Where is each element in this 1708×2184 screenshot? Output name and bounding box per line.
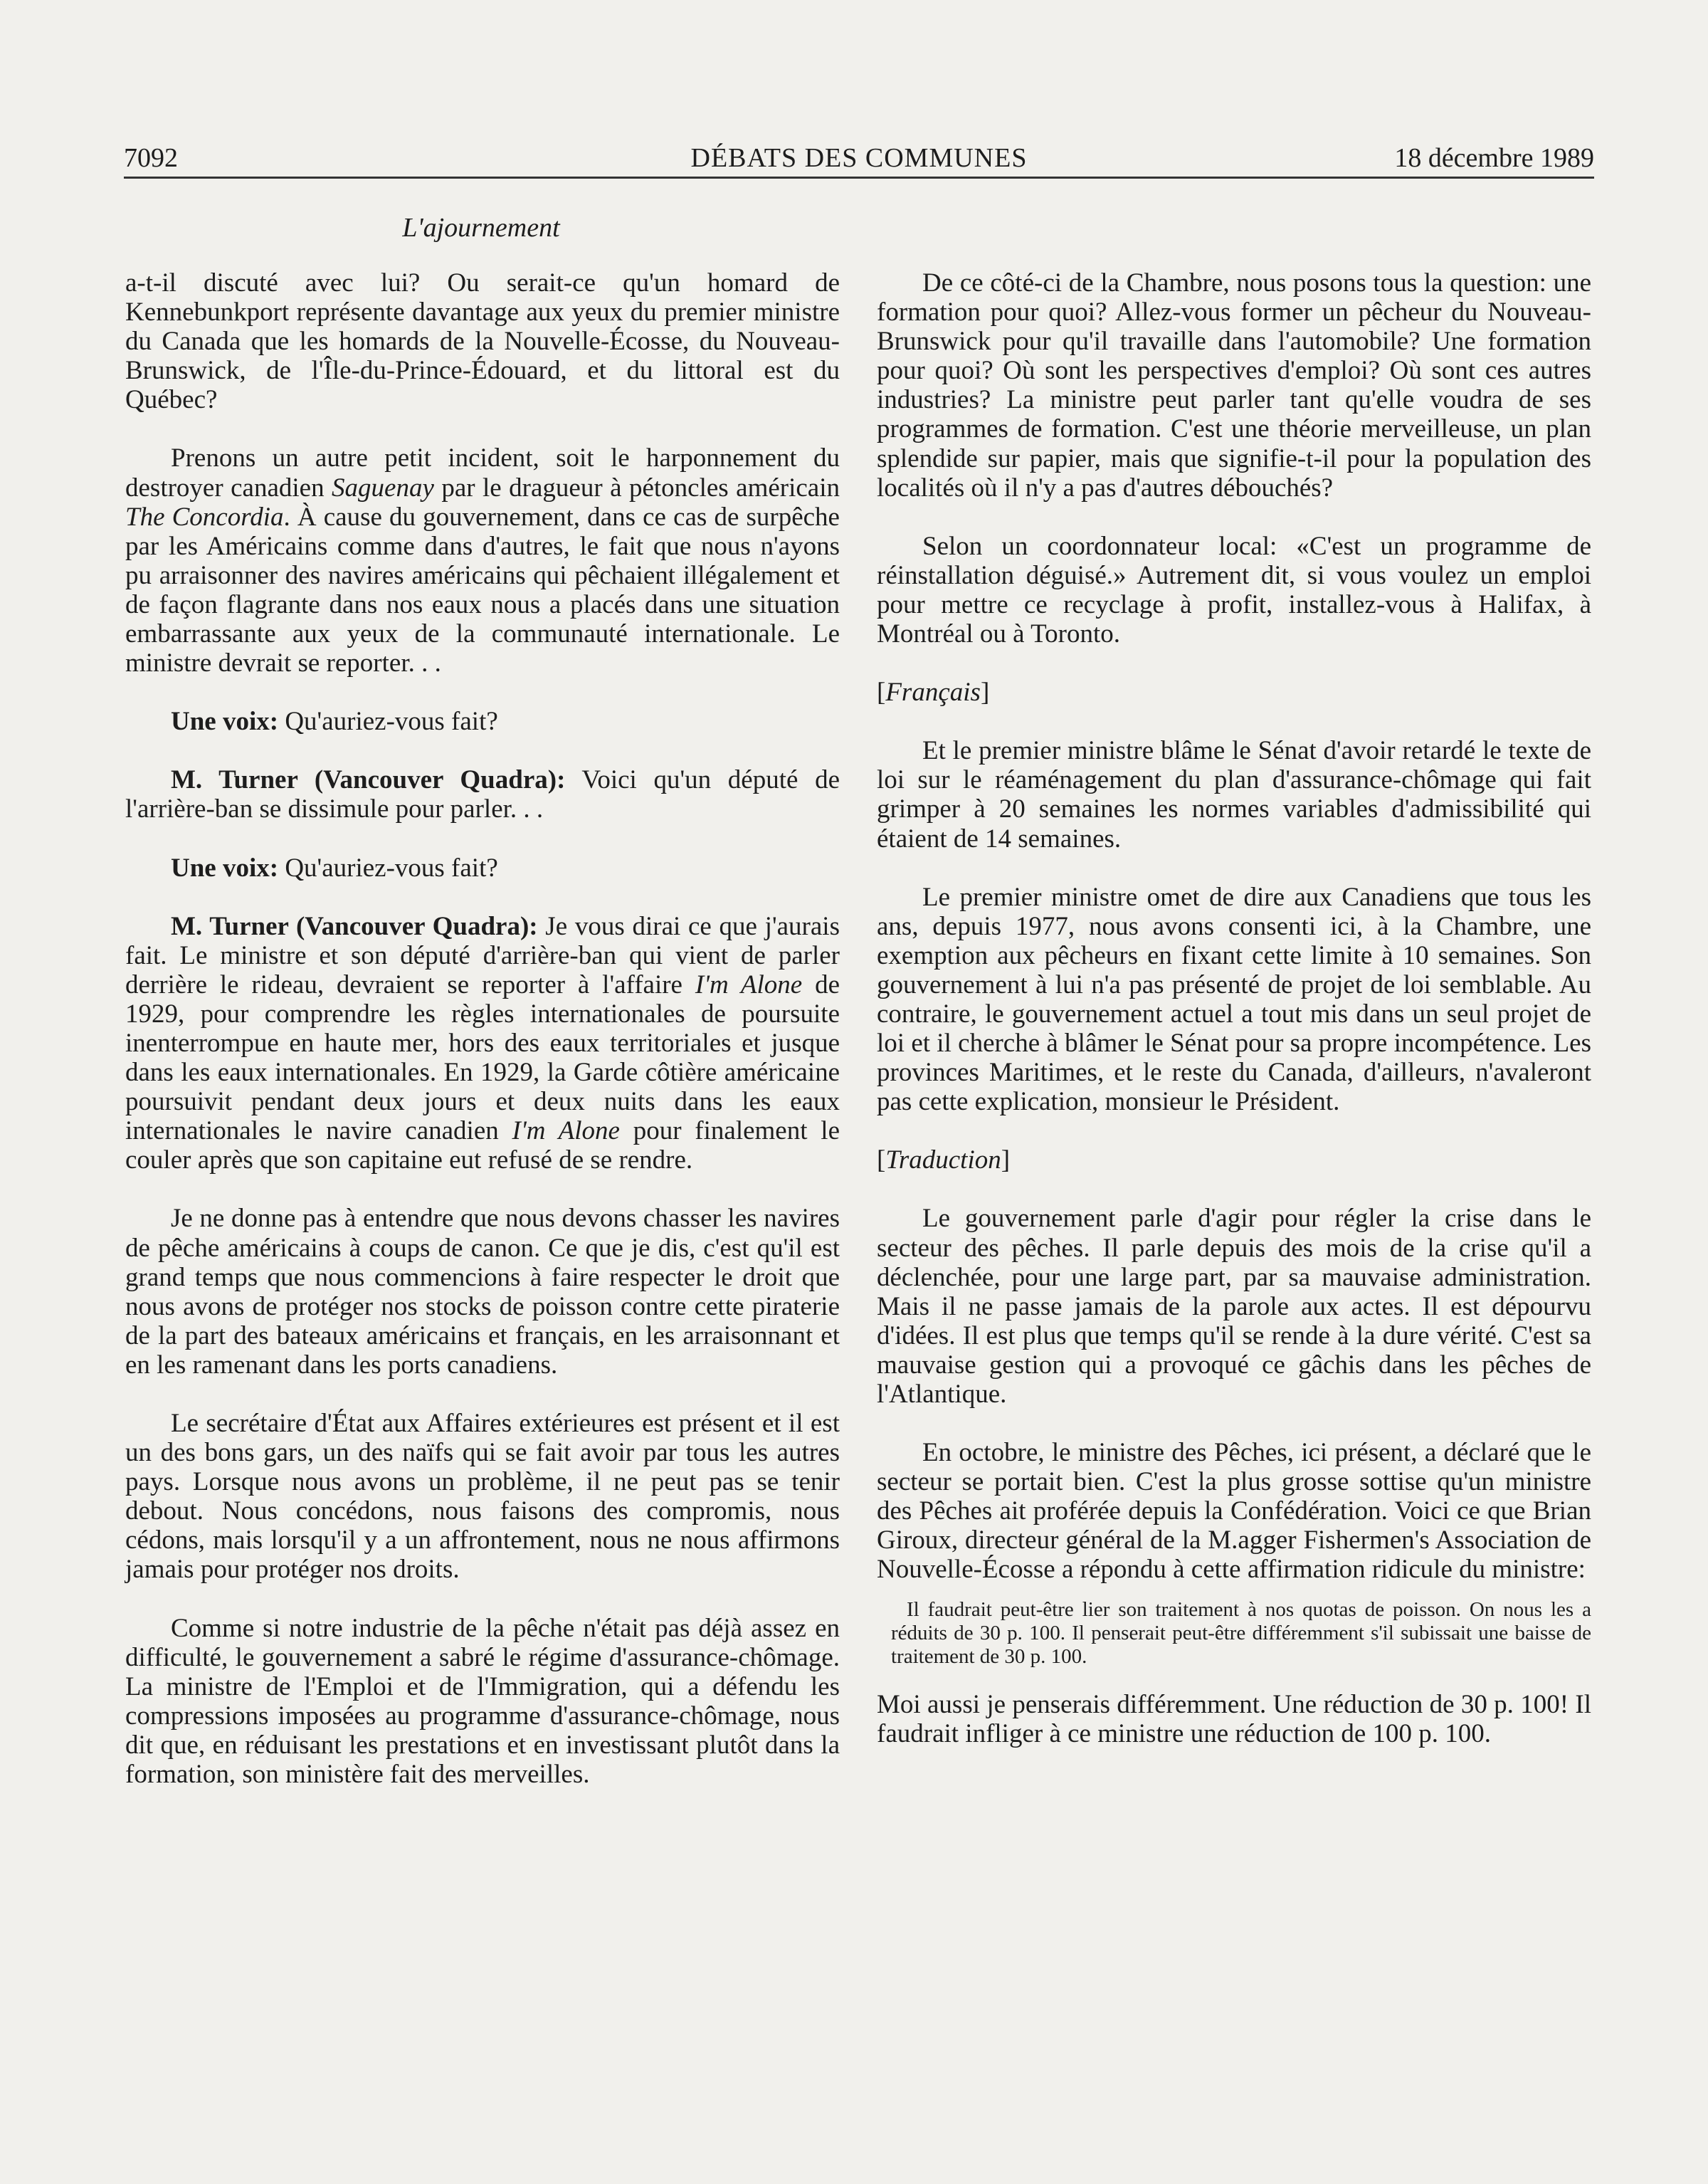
- page-number: 7092: [124, 143, 178, 173]
- ship-name: The Concordia: [125, 502, 284, 532]
- speech-turn: M. Turner (Vancouver Quadra): Voici qu'un député de l'arrière-ban se dissimule pour parler. . .: [125, 765, 840, 824]
- paragraph: Le secrétaire d'État aux Affaires extérieures est présent et il est un des bons gars, un des naïfs qui se fait avoir par tous les autres pays. Lorsque nous avons un problème, il ne peut pas se tenir debout. Nous concédons, nous faisons des compromis, nous cédons, mais lorsqu'il y a un affrontement, nous ne nous affirmons jamais pour protéger nos droits.: [125, 1409, 840, 1585]
- ship-name: I'm Alone: [512, 1116, 620, 1146]
- speaker-name: Une voix:: [171, 853, 279, 883]
- paragraph: De ce côté-ci de la Chambre, nous posons tous la question: une formation pour quoi? Allez-vous former un pêcheur du Nouveau-Brunswick pour qu'il travaille dans l'automobile? Une formation pour quoi? Où sont les perspectives d'emploi? Où sont ces autres industries? La ministre peut parler tant qu'elle voudra de ses programmes de formation. C'est une théorie merveilleuse, un plan splendide sur papier, mais que signifie-t-il pour la population des localités où il n'y a pas d'autres débouchés?: [877, 268, 1591, 503]
- paragraph: En octobre, le ministre des Pêches, ici présent, a déclaré que le secteur se portait bien. C'est la plus grosse sottise qu'un ministre des Pêches ait proférée depuis la Confédération. Voici ce que Brian Giroux, directeur général de la M.agger Fishermen's Association de Nouvelle-Écosse a répondu à cette affirmation ridicule du ministre:: [877, 1438, 1591, 1585]
- ship-name: Saguenay: [332, 473, 434, 503]
- header-rule: [124, 177, 1594, 179]
- paragraph: Prenons un autre petit incident, soit le harponnement du destroyer canadien Saguenay par le dragueur à pétoncles américain The Concordia. À cause du gouvernement, dans ce cas de surpêche par les Américains comme dans d'autres, le fait que nous n'ayons pu arraisonner des navires américains qui pêchaient illégalement et de façon flagrante dans nos eaux nous a placés dans une situation embarrassante aux yeux de la communauté internationale. Le ministre devrait se reporter. . .: [125, 443, 840, 678]
- speech-turn: Une voix: Qu'auriez-vous fait?: [171, 853, 498, 883]
- section-title: L'ajournement: [402, 213, 560, 243]
- speech-turn: M. Turner (Vancouver Quadra): Je vous dirai ce que j'aurais fait. Le ministre et son député d'arrière-ban qui vient de parler derrière le rideau, devraient se reporter à l'affaire I'm Alone de 1929, pour comprendre les règles internationales de poursuite inenterrompue en haute mer, hors des eaux territoriales et jusque dans les eaux internationales. En 1929, la Garde côtière américaine poursuivit pendant deux jours et deux nuits dans les eaux internationales le navire canadien I'm Alone pour finalement le couler après que son capitaine eut refusé de se rendre.: [125, 911, 840, 1175]
- page-header: [124, 140, 1594, 177]
- paragraph: Et le premier ministre blâme le Sénat d'avoir retardé le texte de loi sur le réaménagement du plan d'assurance-chômage qui fait grimper à 20 semaines les normes variables d'admissibilité qui étaient de 14 semaines.: [877, 736, 1591, 854]
- paragraph: a-t-il discuté avec lui? Ou serait-ce qu'un homard de Kennebunkport représente davantage aux yeux du premier ministre du Canada que les homards de la Nouvelle-Écosse, du Nouveau-Brunswick, de l'Île-du-Prince-Édouard, et du littoral est du Québec?: [125, 268, 840, 415]
- page-date: 18 décembre 1989: [1394, 143, 1594, 173]
- language-tag: [Traduction]: [877, 1145, 1011, 1175]
- paragraph: Le premier ministre omet de dire aux Canadiens que tous les ans, depuis 1977, nous avons consenti ici, à la Chambre, une exemption aux pêcheurs en fixant cette limite à 10 semaines. Son gouvernement à lui n'a pas présenté de projet de loi semblable. Au contraire, le gouvernement actuel a tout mis dans un seul projet de loi et il cherche à blâmer le Sénat pour sa propre incompétence. Les provinces Maritimes, et le reste du Canada, d'ailleurs, n'avaleront pas cette explication, monsieur le Président.: [877, 882, 1591, 1117]
- paragraph: Comme si notre industrie de la pêche n'était pas déjà assez en difficulté, le gouvernement a sabré le régime d'assurance-chômage. La ministre de l'Emploi et de l'Immigration, qui a défendu les compressions imposées au programme d'assurance-chômage, nous dit que, en réduisant les prestations et en investissant plutôt dans la formation, son ministère fait des merveilles.: [125, 1613, 840, 1790]
- right-column: [877, 268, 1591, 1748]
- speech-turn: Une voix: Qu'auriez-vous fait?: [171, 707, 498, 737]
- speaker-name: Une voix:: [171, 707, 279, 737]
- paragraph: Je ne donne pas à entendre que nous devons chasser les navires de pêche américains à coups de canon. Ce que je dis, c'est qu'il est grand temps que nous commencions à faire respecter le droit que nous avons de protéger nos stocks de poisson contre cette piraterie de la part des bateaux américains et français, en les arraisonnant et en les ramenant dans les ports canadiens.: [125, 1204, 840, 1380]
- ship-name: I'm Alone: [695, 970, 803, 999]
- publication-title: DÉBATS DES COMMUNES: [690, 143, 1028, 173]
- paragraph: Moi aussi je penserais différemment. Une réduction de 30 p. 100! Il faudrait infliger à ce ministre une réduction de 100 p. 100.: [877, 1689, 1591, 1748]
- speaker-name: M. Turner (Vancouver Quadra):: [171, 765, 566, 795]
- left-column: [125, 268, 840, 1789]
- block-quote: Il faudrait peut-être lier son traitement à nos quotas de poisson. On nous les a réduits de 30 p. 100. Il penserait peut-être différemment s'il subissait une baisse de traitement de 30 p. 100.: [891, 1597, 1591, 1668]
- speaker-name: M. Turner (Vancouver Quadra):: [171, 911, 538, 941]
- language-tag: [Français]: [877, 678, 990, 708]
- paragraph: Selon un coordonnateur local: «C'est un programme de réinstallation déguisé.» Autrement dit, si vous voulez un emploi pour mettre ce recyclage à profit, installez-vous à Halifax, à Montréal ou à Toronto.: [877, 531, 1591, 649]
- paragraph: Le gouvernement parle d'agir pour régler la crise dans le secteur des pêches. Il parle depuis des mois de la crise qu'il a déclenchée, pour une large part, par sa mauvaise administration. Mais il ne passe jamais de la parole aux actes. Il est dépourvu d'idées. Il est plus que temps qu'il se rende à la dure vérité. C'est sa mauvaise gestion qui a provoqué ce gâchis dans les pêches de l'Atlantique.: [877, 1204, 1591, 1409]
